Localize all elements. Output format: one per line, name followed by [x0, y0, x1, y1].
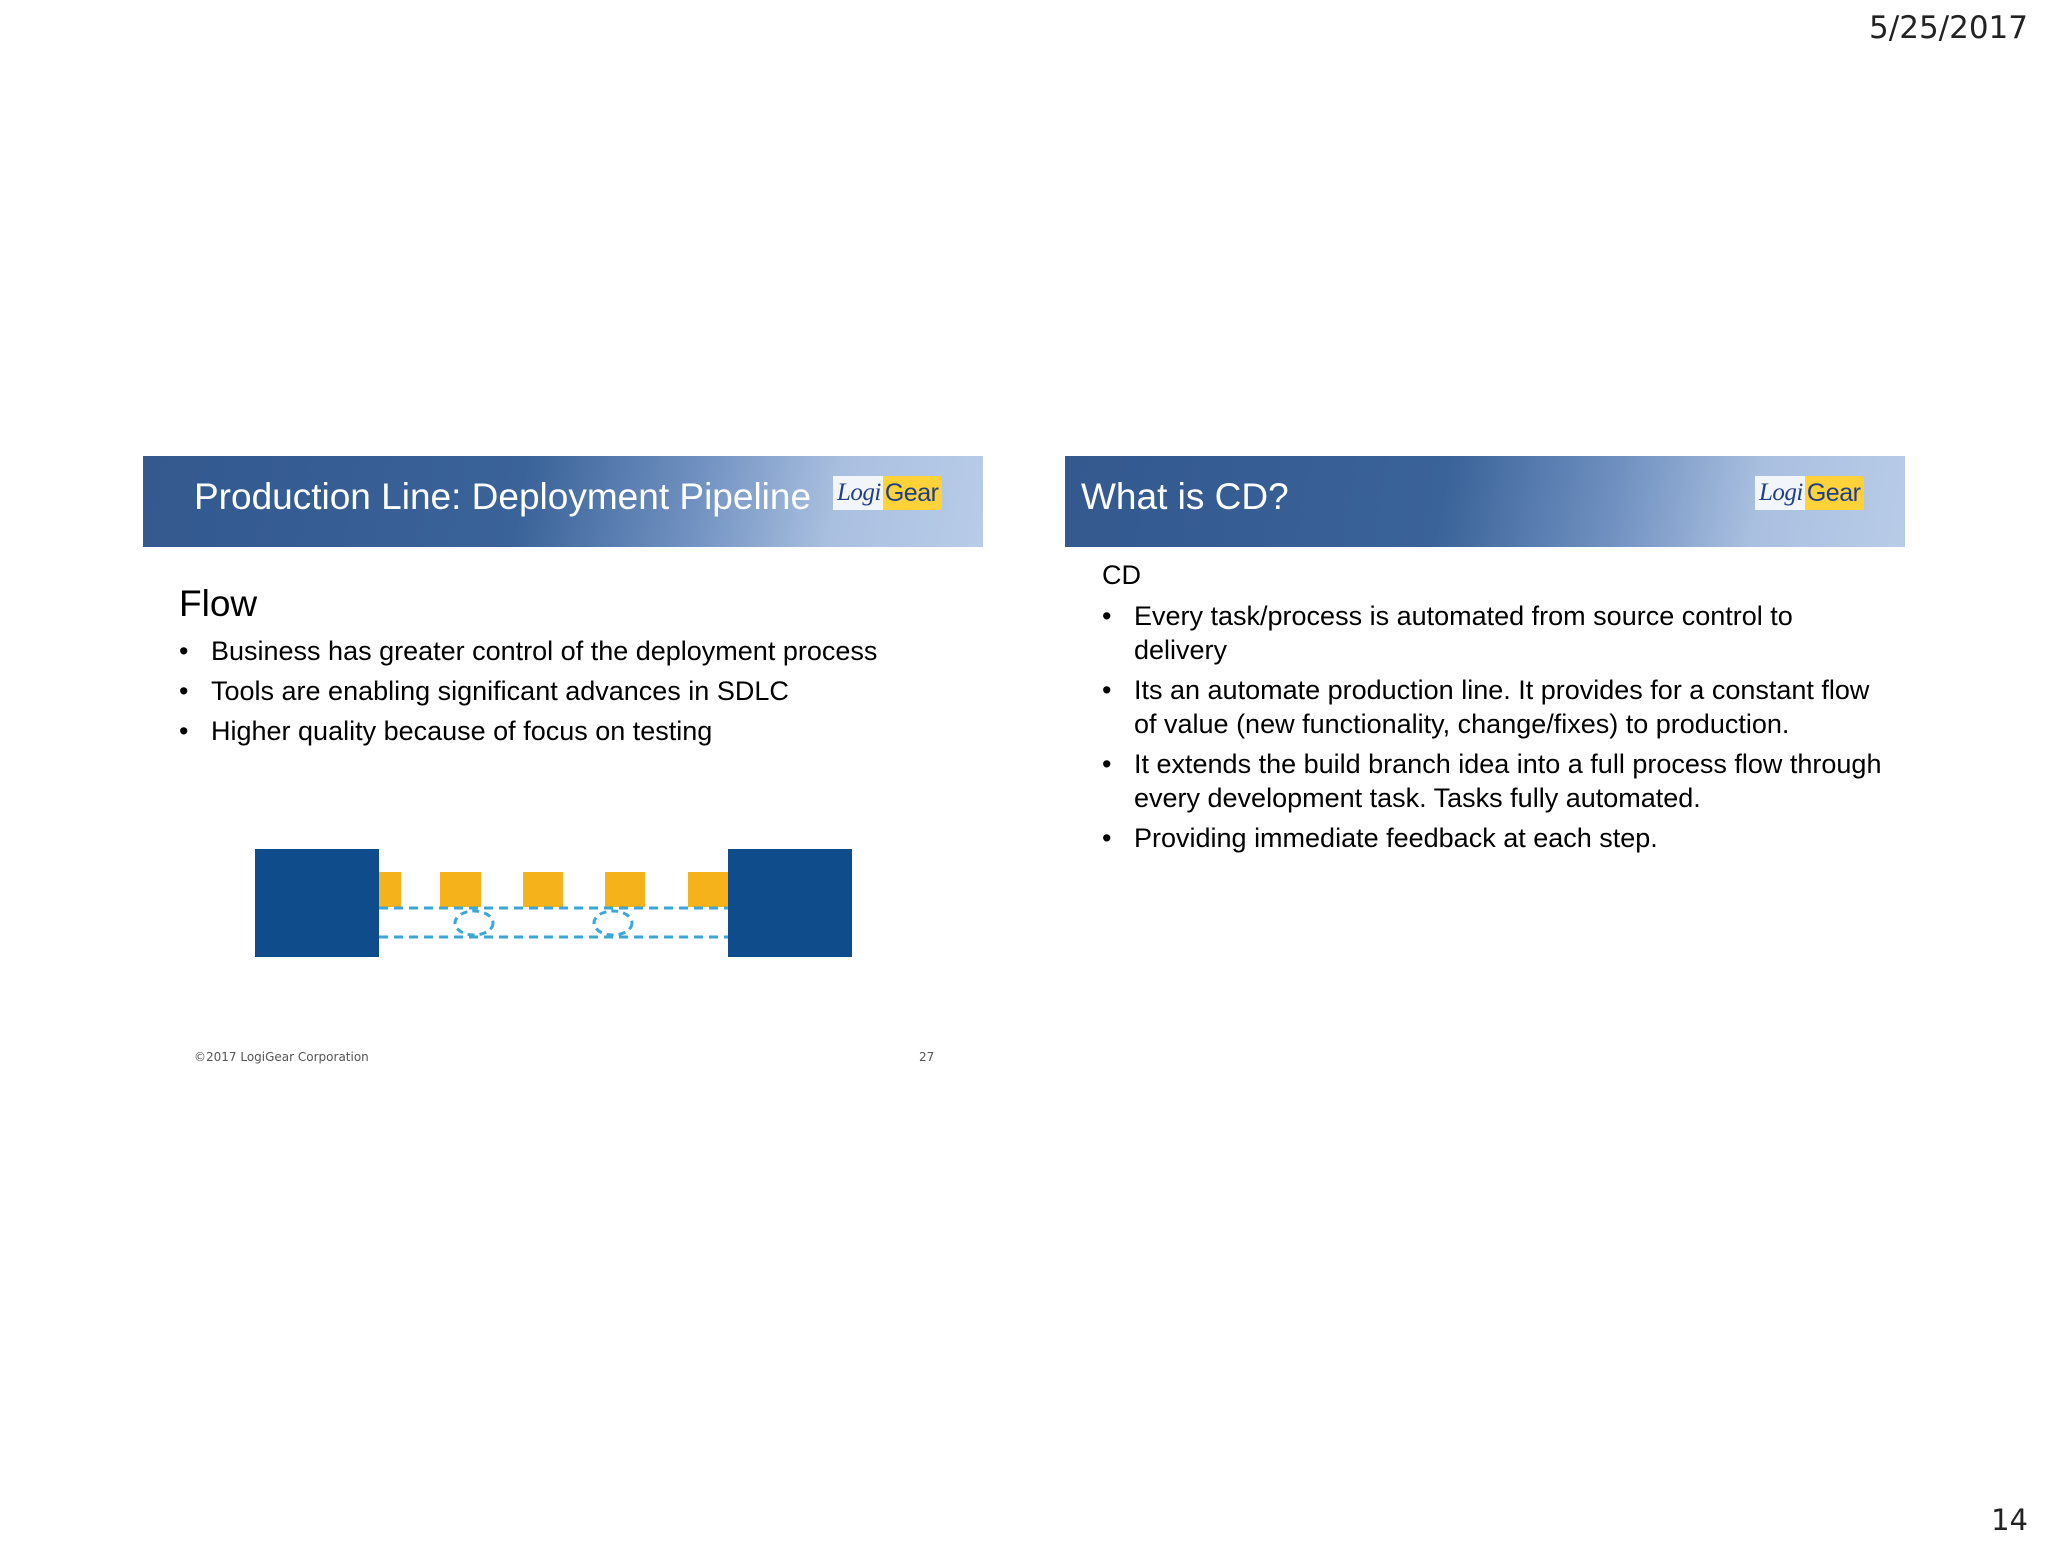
pipeline-item — [379, 872, 401, 907]
pipeline-source-block — [255, 849, 379, 957]
bullet-item: • Every task/process is automated from source control to delivery — [1102, 599, 1892, 667]
footer-slide-number: 27 — [919, 1050, 935, 1064]
slide-title: What is CD? — [1081, 476, 1289, 517]
bullet-item: • Tools are enabling significant advances in SDLC — [179, 674, 969, 708]
pipeline-diagram — [255, 849, 855, 964]
bullet-list — [1102, 599, 1892, 861]
pipeline-item — [605, 872, 645, 907]
bullet-list — [179, 634, 969, 754]
bullet-item: • Its an automate production line. It provides for a constant flow of value (new functionality, change/fixes) to production. — [1102, 673, 1892, 741]
pipeline-item — [523, 872, 563, 907]
bullet-item: • Providing immediate feedback at each step. — [1102, 821, 1892, 855]
logo-text-logi: Logi — [833, 476, 883, 510]
page-date: 5/25/2017 — [1869, 10, 2028, 46]
slide-production-line — [143, 456, 983, 1086]
pipeline-packet — [455, 911, 493, 935]
pipeline-target-block — [728, 849, 852, 957]
pipeline-packet — [594, 911, 632, 935]
logigear-logo — [833, 476, 940, 510]
page-number: 14 — [1991, 1503, 2028, 1537]
slide-header — [1065, 456, 1905, 547]
slide-title: Production Line: Deployment Pipeline — [194, 476, 812, 517]
bullet-item: • Higher quality because of focus on testing — [179, 714, 969, 748]
bullet-item: • It extends the build branch idea into a full process flow through every development task. Tasks fully automated. — [1102, 747, 1892, 815]
pipeline-item — [688, 872, 728, 907]
logo-text-gear: Gear — [883, 476, 943, 510]
logigear-logo — [1755, 476, 1862, 510]
slide-what-is-cd — [1065, 456, 1905, 1086]
flow-heading: Flow — [179, 583, 258, 624]
footer-copyright: ©2017 LogiGear Corporation — [194, 1050, 369, 1064]
pipeline-item — [440, 872, 481, 907]
bullet-item: • Business has greater control of the deployment process — [179, 634, 969, 668]
logo-text-logi: Logi — [1755, 476, 1805, 510]
cd-label: CD — [1102, 560, 1141, 590]
logo-text-gear: Gear — [1805, 476, 1865, 510]
slide-header — [143, 456, 983, 547]
